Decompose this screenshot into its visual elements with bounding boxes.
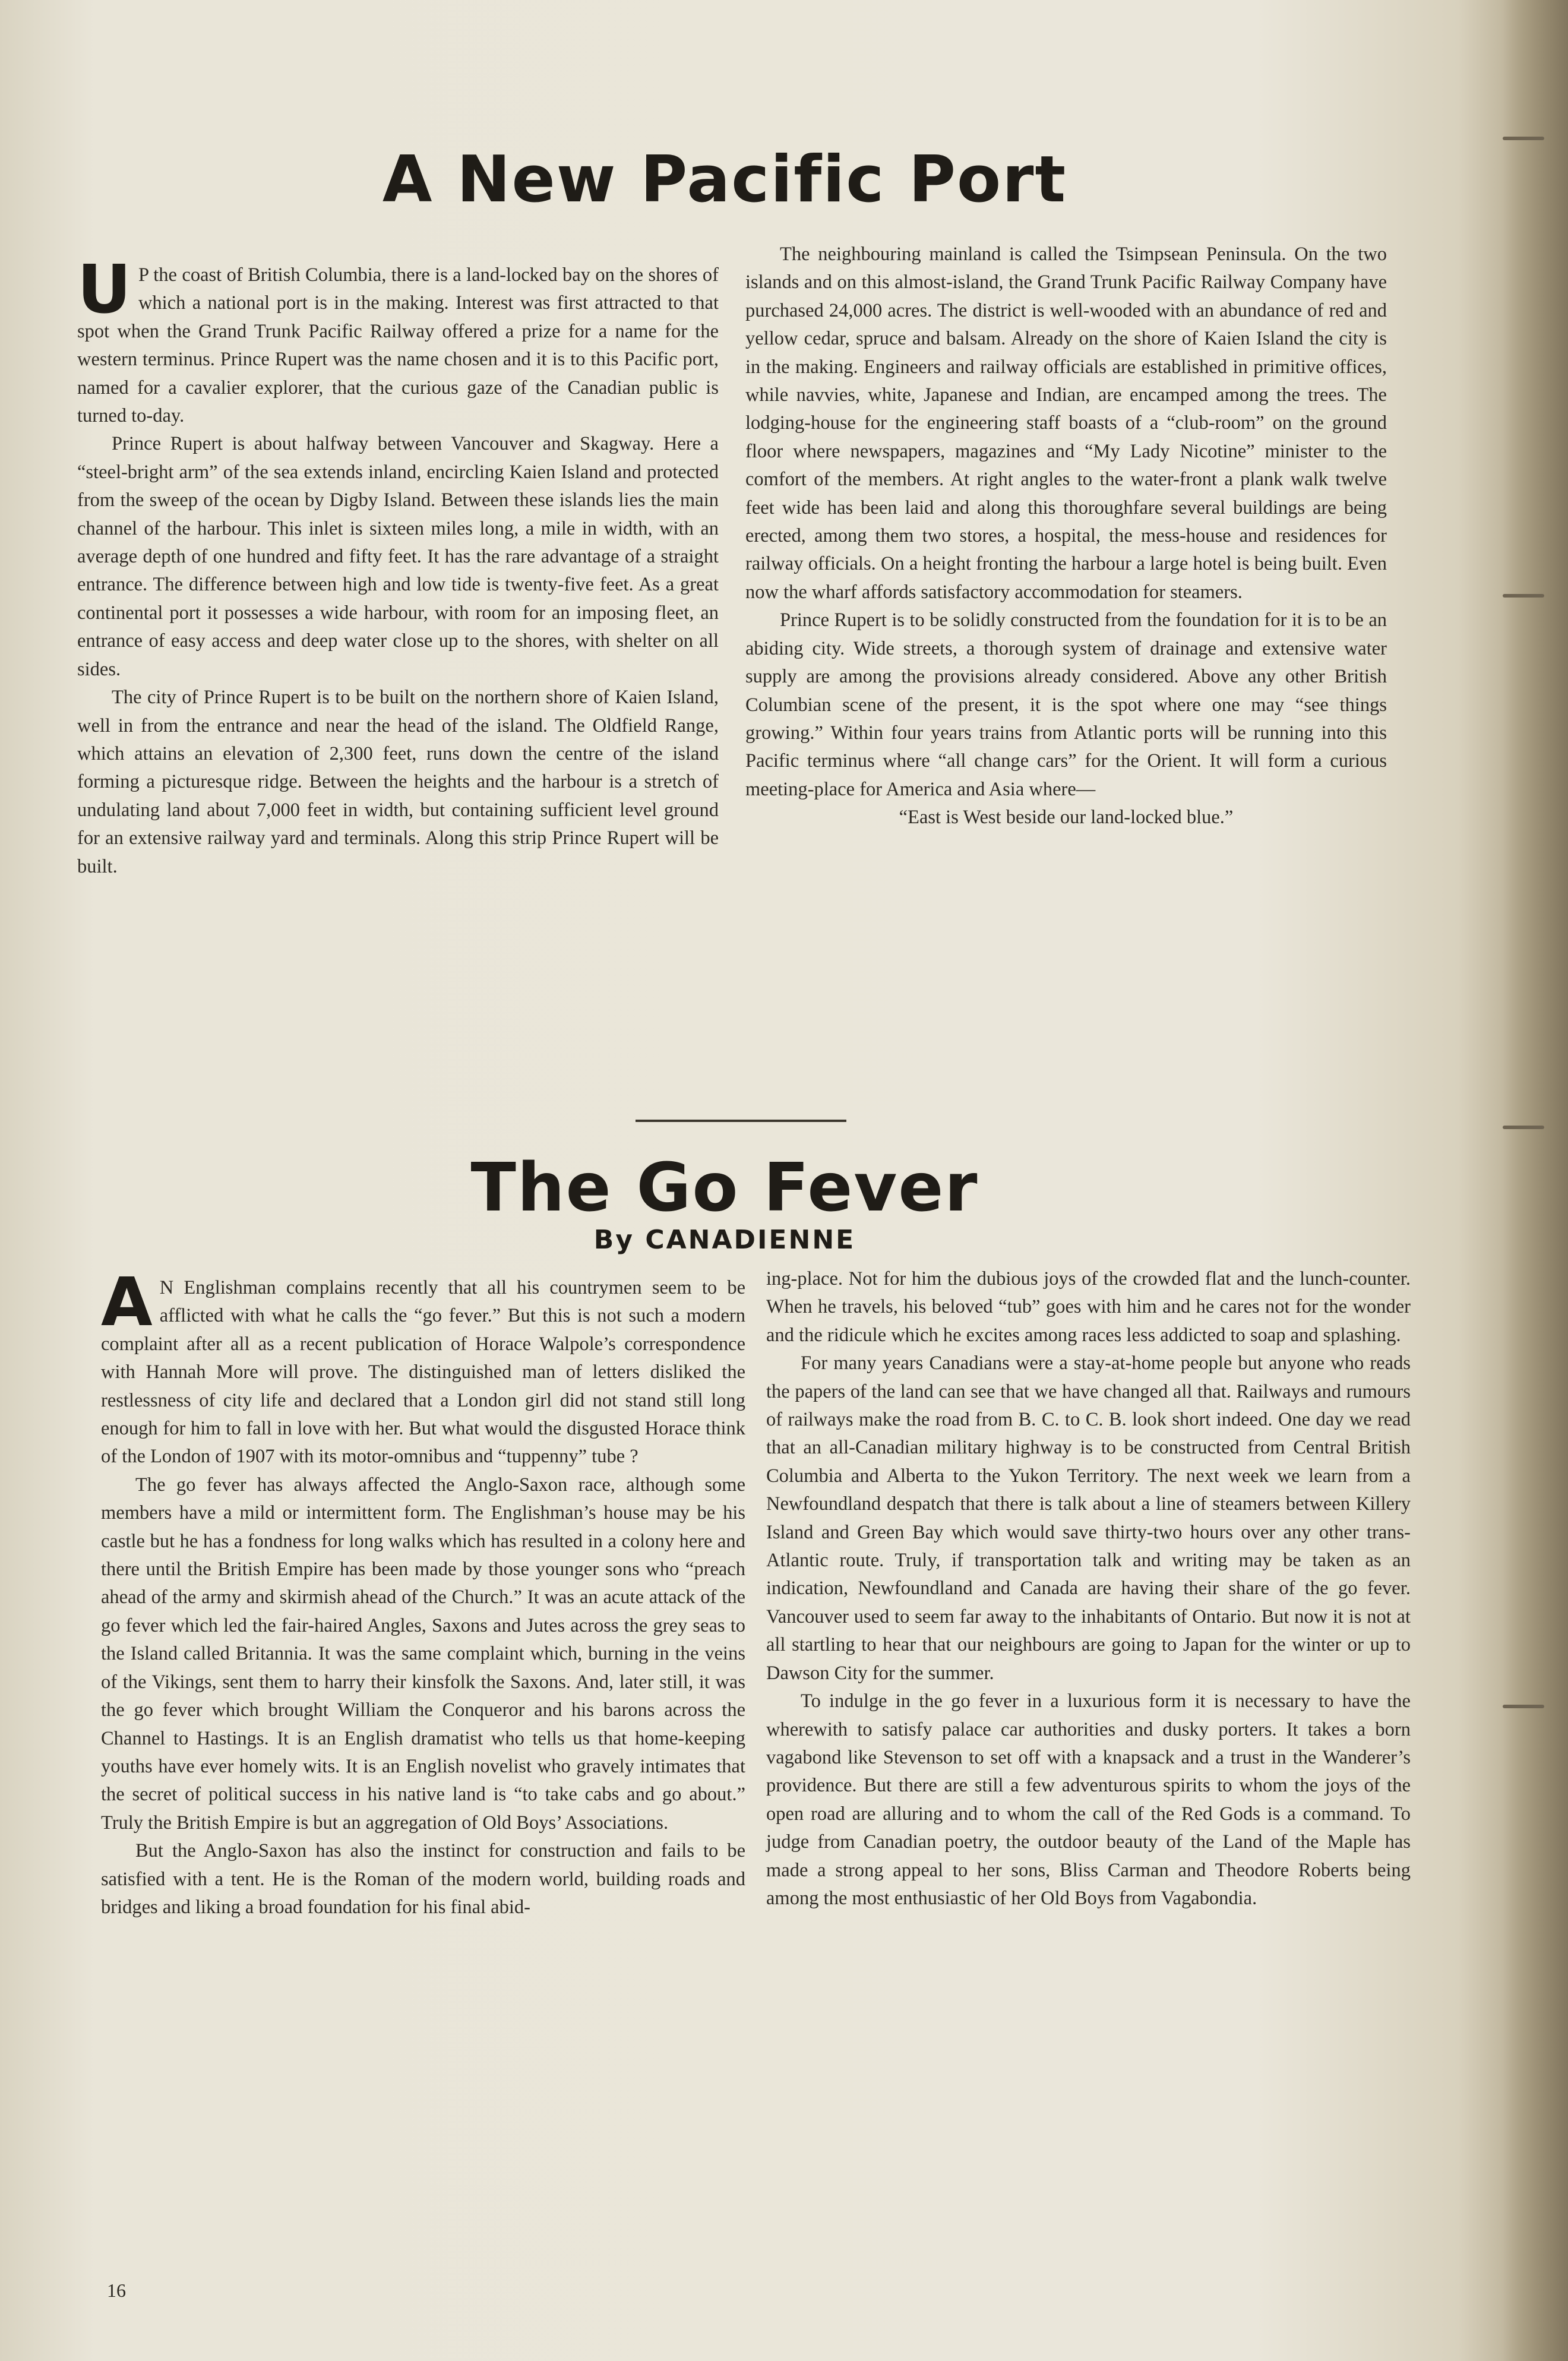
binding-stitch [1503, 1705, 1544, 1708]
article-title: A New Pacific Port [382, 143, 1067, 217]
drop-cap: U [77, 251, 131, 328]
paragraph: A N Englishman complains recently that all his countrymen seem to be afflicted with what he calls the “go fever.” But this is not such a modern complaint after all as a recent publication of Horace Walpole’s correspondence with Hannah More will prove. The distinguished man of letters disliked the restlessness of city life and declared that a London girl did not stand still long enough for him to fall in love with her. But what would the disgusted Horace think of the London of 1907 with its motor-omnibus and “tuppenny” tube ? [101, 1264, 745, 1468]
paragraph: ing-place. Not for him the dubious joys of the crowded flat and the lunch-counter. When he travels, his beloved “tub” goes with him and he cares not for the wonder and the ridicule which he excites among races less addicted to soap and splashing. [766, 1268, 1411, 1346]
article-title: The Go Fever [470, 1149, 979, 1227]
page-spine-shadow [1503, 0, 1568, 2361]
paragraph: But the Anglo-Saxon has also the instinct for construction and fails to be satisfied with a tent. He is the Roman of the modern world, building roads and bridges and liking a broad foundation for his final abid- [101, 1840, 745, 1918]
article-byline: By CANADIENNE [593, 1225, 856, 1255]
section-divider [636, 1120, 846, 1122]
article-column-right [766, 1265, 1411, 1913]
binding-stitch [1503, 594, 1544, 598]
article-column-right [745, 241, 1387, 832]
paragraph: Prince Rupert is to be solidly constructed from the foundation for it is to be an abiding city. Wide streets, a thorough system of drainage and extensive water supply are among the provisions already considered. Above any other British Columbian scene of the present, it is the spot where one may “see things growing.” Within four years trains from Atlantic ports will be running into this Pacific terminus where “all change cars” for the Orient. It will form a curious meeting-place for America and Asia where— [745, 609, 1387, 800]
paragraph: For many years Canadians were a stay-at-home people but anyone who reads the papers of the land can see that we have changed all that. Railways and rumours of railways make the road from B. C. to C. B. look short indeed. One day we read that an all-Canadian military highway is to be constructed from Central British Columbia and Alberta to the Yukon Territory. The next week we learn from a Newfoundland despatch that there is talk about a line of steamers between Killery Island and Green Bay which would save thirty-two hours over any other trans-Atlantic route. Truly, if transportation talk and writing may be taken as an indication, Newfoundland and Canada are having their share of the go fever. Vancouver used to seem far away to the inhabitants of Ontario. But now it is not at all startling to hear that our neighbours are going to Japan for the winter or up to Dawson City for the summer. [766, 1352, 1411, 1684]
paragraph: The neighbouring mainland is called the Tsimpsean Peninsula. On the two islands and on this almost-island, the Grand Trunk Pacific Railway Company have purchased 24,000 acres. The district is well-wooded with an abundance of red and yellow cedar, spruce and balsam. Already on the shore of Kaien Island the city is in the making. Engineers and railway officials are established in primitive offices, while navvies, white, Japanese and Indian, are encamped among the trees. The lodging-house for the engineering staff boasts of a “club-room” on the ground floor where newspapers, magazines and “My Lady Nicotine” minister to the comfort of the members. At right angles to the water-front a plank walk twelve feet wide has been laid and along this thoroughfare several buildings are being erected, among them two stores, a hospital, the mess-house and residences for railway officials. On a height fronting the harbour a large hotel is being built. Even now the wharf affords satisfactory accommodation for steamers. [745, 244, 1387, 603]
page-number: 16 [107, 2280, 126, 2301]
paragraph: The city of Prince Rupert is to be built on the northern shore of Kaien Island, well in from the entrance and near the head of the island. The Oldfield Range, which attains an elevation of 2,300 feet, runs down the centre of the island forming a picturesque ridge. Between the heights and the harbour is a stretch of undulating land about 7,000 feet in width, but containing sufficient level ground for an extensive railway yard and terminals. Along this strip Prince Rupert will be built. [77, 687, 719, 877]
binding-stitch [1503, 137, 1544, 140]
closing-quote: “East is West beside our land-locked blue.” [899, 807, 1234, 829]
drop-cap: A [101, 1264, 153, 1341]
paragraph: The go fever has always affected the Anglo-Saxon race, although some members have a mild or intermittent form. The Englishman’s house may be his castle but he has a fondness for long walks which has resulted in a colony here and there until the British Empire has been made by those younger sons who “preach ahead of the army and skirmish ahead of the Church.” It was an acute attack of the go fever which led the fair-haired Angles, Saxons and Jutes across the grey seas to the Island called Britannia. It was the same complaint which, burning in the veins of the Vikings, sent them to harry their kinsfolk the Saxons. And, later still, it was the go fever which brought William the Conqueror and his barons across the Channel to Hastings. It is an English dramatist who tells us that home-keeping youths have ever homely wits. It is an English novelist who gravely intimates that the secret of political success in his native land is “to take cabs and go about.” Truly the British Empire is but an aggregation of Old Boys’ Associations. [101, 1474, 745, 1834]
paragraph: U P the coast of British Columbia, there is a land-locked bay on the shores of which a national port is in the making. Interest was first attracted to that spot when the Grand Trunk Pacific Railway offered a prize for a name for the western terminus. Prince Rupert was the name chosen and it is to this Pacific port, named for a cavalier explorer, that the curious gaze of the Canadian public is turned to-day. [77, 251, 719, 427]
article-column-left [101, 1264, 745, 1921]
binding-stitch [1503, 1126, 1544, 1129]
paragraph: To indulge in the go fever in a luxurious form it is necessary to have the wherewith to satisfy palace car authorities and dusky porters. It takes a born vagabond like Stevenson to set off with a knapsack and a trust in the Wanderer’s providence. But there are still a few adventurous spirits to whom the joys of the open road are alluring and to whom the call of the Red Gods is a command. To judge from Canadian poetry, the outdoor beauty of the Land of the Maple has made a strong appeal to her sons, Bliss Carman and Theodore Roberts being among the most enthusiastic of her Old Boys from Vagabondia. [766, 1690, 1411, 1909]
article-column-left [77, 251, 719, 881]
paragraph: Prince Rupert is about halfway between Vancouver and Skagway. Here a “steel-bright arm” of the sea extends inland, encircling Kaien Island and protected from the sweep of the ocean by Digby Island. Between these islands lies the main channel of the harbour. This inlet is sixteen miles long, a mile in width, with an average depth of one hundred and fifty feet. It has the rare advantage of a straight entrance. The difference between high and low tide is twenty-five feet. As a great continental port it possesses a wide harbour, with room for an imposing fleet, an entrance of easy access and deep water close up to the shores, with shelter on all sides. [77, 433, 719, 680]
